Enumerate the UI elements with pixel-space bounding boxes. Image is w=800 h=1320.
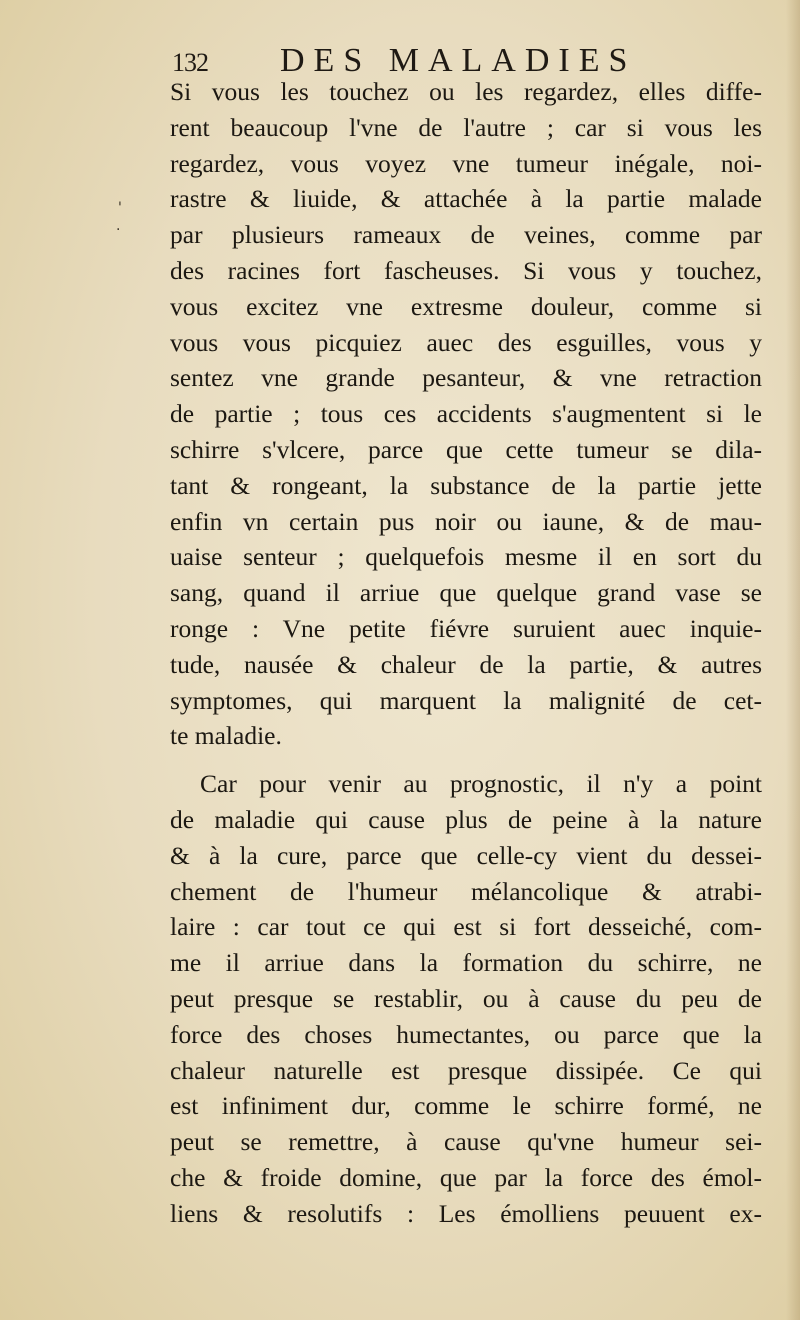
text-line: me il arriue dans la formation du schirre, ne bbox=[170, 948, 762, 978]
page-number: 132 bbox=[172, 48, 208, 77]
margin-mark: . bbox=[116, 218, 121, 234]
text-line: Car pour venir au prognostic, il n'y a point bbox=[200, 769, 762, 799]
text-line: des racines fort fascheuses. Si vous y touchez, bbox=[170, 255, 762, 285]
text-line: peut presque se restablir, ou à cause du peu de bbox=[170, 983, 762, 1013]
paragraph-gap bbox=[170, 754, 762, 766]
text-line: liens & resolutifs : Les émolliens peuuent ex- bbox=[170, 1198, 762, 1228]
text-line: uaise senteur ; quelquefois mesme il en sort du bbox=[170, 542, 762, 572]
text-line: vous excitez vne extresme douleur, comme si bbox=[170, 291, 762, 321]
text-line: tant & rongeant, la substance de la partie jette bbox=[170, 470, 762, 500]
text-body bbox=[170, 74, 762, 1232]
paragraph-1 bbox=[170, 74, 762, 754]
text-line: force des choses humectantes, ou parce que la bbox=[170, 1019, 762, 1049]
text-line: ronge : Vne petite fiévre suruient auec inquie- bbox=[170, 613, 762, 643]
text-line: peut se remettre, à cause qu'vne humeur sei- bbox=[170, 1127, 762, 1157]
text-line: & à la cure, parce que celle-cy vient du dessei- bbox=[170, 840, 762, 870]
text-line: tude, nausée & chaleur de la partie, & autres bbox=[170, 649, 762, 679]
margin-mark: ' bbox=[118, 200, 122, 216]
text-line: sang, quand il arriue que quelque grand vase se bbox=[170, 578, 762, 608]
running-head: DES MALADIES bbox=[280, 42, 637, 79]
text-line: regardez, vous voyez vne tumeur inégale, noi- bbox=[170, 148, 762, 178]
text-line: est infiniment dur, comme le schirre formé, ne bbox=[170, 1091, 762, 1121]
text-line: enfin vn certain pus noir ou iaune, & de mau- bbox=[170, 506, 762, 536]
text-line: rent beaucoup l'vne de l'autre ; car si vous les bbox=[170, 112, 762, 142]
text-line: te maladie. bbox=[170, 721, 282, 751]
text-line: Si vous les touchez ou les regardez, elles diffe- bbox=[170, 77, 762, 106]
text-line: laire : car tout ce qui est si fort desseiché, com- bbox=[170, 912, 762, 942]
paragraph-2 bbox=[170, 766, 762, 1231]
text-line: schirre s'vlcere, parce que cette tumeur se dila- bbox=[170, 434, 762, 464]
text-line: sentez vne grande pesanteur, & vne retraction bbox=[170, 363, 762, 393]
text-line: chement de l'humeur mélancolique & atrabi- bbox=[170, 876, 762, 906]
text-line: par plusieurs rameaux de veines, comme par bbox=[170, 220, 762, 250]
text-line: symptomes, qui marquent la malignité de cet- bbox=[170, 685, 762, 715]
text-line: de maladie qui cause plus de peine à la nature bbox=[170, 804, 762, 834]
text-line: de partie ; tous ces accidents s'augmentent si le bbox=[170, 399, 762, 429]
text-line: rastre & liuide, & attachée à la partie malade bbox=[170, 184, 762, 214]
text-line: che & froide domine, que par la force des émol- bbox=[170, 1162, 762, 1192]
text-line: chaleur naturelle est presque dissipée. Ce qui bbox=[170, 1055, 762, 1085]
page-edge-shadow bbox=[786, 0, 800, 1320]
text-line: vous vous picquiez auec des esguilles, vous y bbox=[170, 327, 762, 357]
